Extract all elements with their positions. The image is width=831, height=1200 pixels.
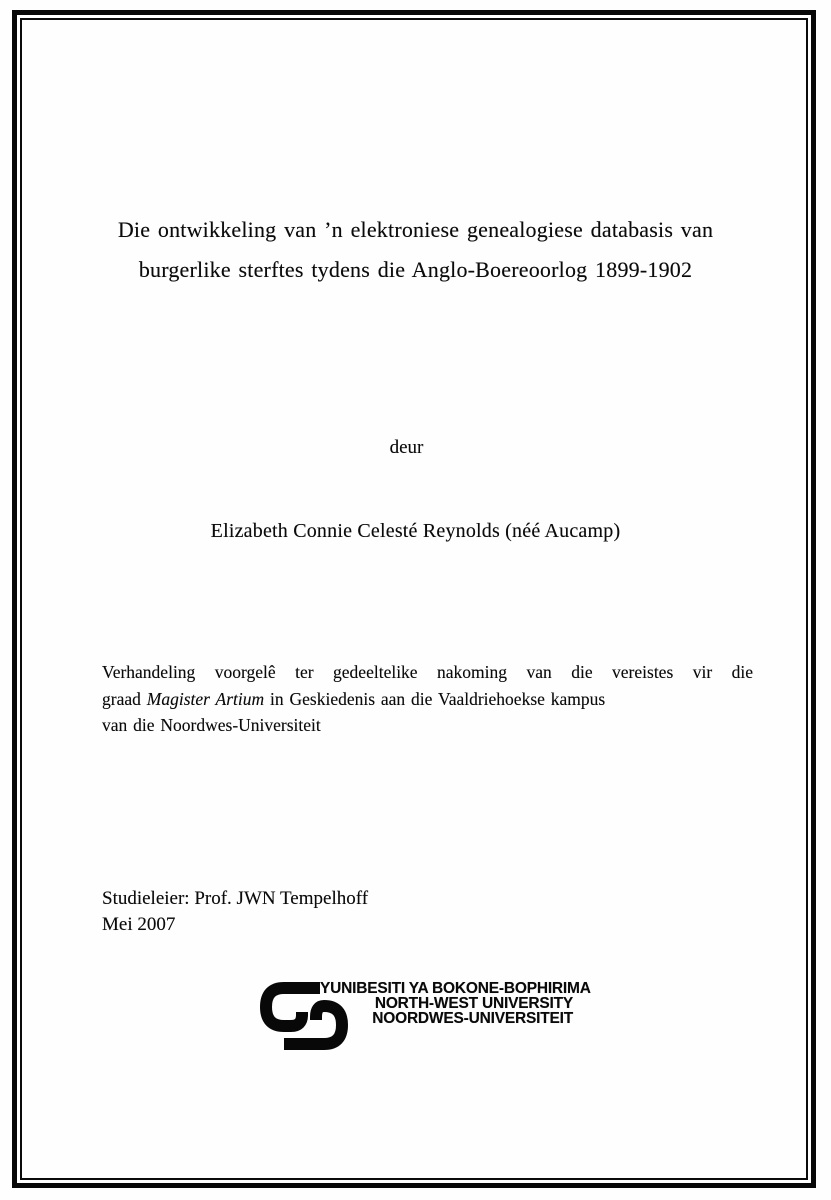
nwu-logo-text [320,980,591,1027]
nwu-logo [258,977,591,1057]
supervisor-block [102,886,368,938]
supervisor-line: Studieleier: Prof. JWN Tempelhoff [102,888,369,909]
thesis-title-line1: Die ontwikkeling van ’n elektroniese genealogiese databasis van [117,217,714,242]
degree-statement [102,659,753,739]
author-name: Elizabeth Connie Celesté Reynolds (néé Aucamp) [210,520,621,542]
degree-statement-line3: van die Noordwes-Universiteit [102,715,321,735]
degree-statement-line2-pre: graad [102,688,147,709]
byline-label: deur [389,437,424,458]
nwu-logo-line2: NORTH-WEST UNIVERSITY [374,995,573,1012]
date-line: Mei 2007 [102,914,176,935]
nwu-logo-line1: YUNIBESITI YA BOKONE-BOPHIRIMA [320,980,591,997]
nwu-logo-line3: NOORDWES-UNIVERSITEIT [372,1010,573,1027]
thesis-title [40,210,791,290]
degree-name: Magister Artium [146,688,265,709]
degree-statement-line2 [102,686,753,713]
degree-statement-line2-post: in Geskiedenis aan die Vaaldriehoekse kampus [264,688,606,709]
thesis-title-line2: burgerlike sterftes tydens die Anglo-Boereoorlog 1899-1902 [138,257,693,282]
degree-statement-line1: Verhandeling voorgelê ter gedeeltelike nakoming van die vereistes vir die [102,662,753,682]
